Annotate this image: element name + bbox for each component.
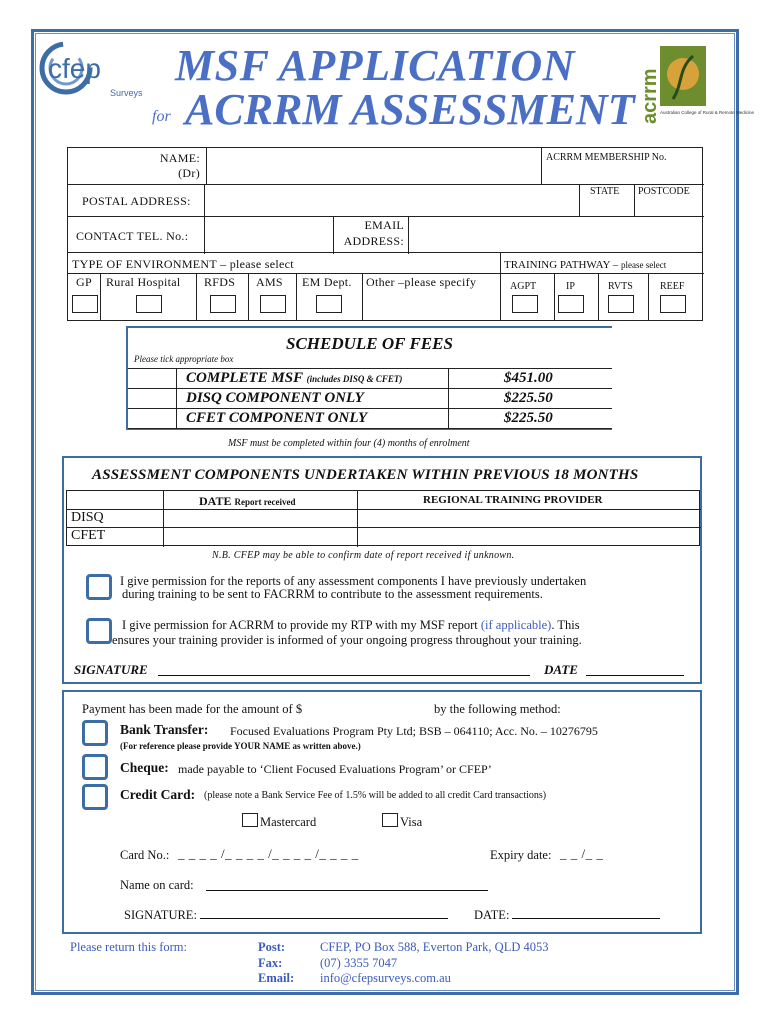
title-for: for [152, 108, 171, 125]
bank-transfer-details: Focused Evaluations Program Pty Ltd; BSB – 064110; Acc. No. – 10276795 [230, 724, 598, 738]
fee-disq-label: DISQ COMPONENT ONLY [186, 390, 364, 406]
assessment-date-label: DATE [544, 662, 578, 677]
payment-intro: Payment has been made for the amount of $ [82, 702, 303, 716]
fee-complete-text: COMPLETE MSF [186, 370, 303, 386]
expiry-field[interactable]: _ _ /_ _ [560, 846, 604, 861]
postal-field[interactable] [204, 184, 580, 216]
title-acrrm-assessment: ACRRM ASSESSMENT [185, 85, 635, 134]
fees-footnote: MSF must be completed within four (4) months of enrolment [228, 438, 470, 449]
title-msf-application: MSF APPLICATION [175, 41, 575, 90]
env-option-em-dept: EM Dept. [302, 275, 352, 289]
cheque-details: made payable to ‘Client Focused Evaluations Program’ or CFEP’ [178, 762, 492, 776]
acrrm-logo [638, 44, 755, 134]
payment-date-label: DATE: [474, 908, 510, 922]
env-checkbox-rfds[interactable] [210, 295, 236, 313]
fee-checkbox-complete[interactable] [140, 372, 164, 386]
pathway-checkbox-reef[interactable] [660, 295, 686, 313]
permission-reports-line1: I give permission for the reports of any assessment components I have previously undertaken [120, 574, 587, 588]
pathway-title [504, 259, 666, 271]
env-option-ams: AMS [256, 275, 283, 289]
cfet-date-field[interactable] [164, 528, 356, 546]
visa-checkbox[interactable] [382, 813, 398, 827]
fee-complete-amount: $451.00 [504, 370, 553, 386]
email-label: EMAIL [364, 218, 404, 232]
row-disq-label: DISQ [71, 510, 104, 525]
env-checkbox-em-dept[interactable] [316, 295, 342, 313]
pathway-checkbox-rvts[interactable] [608, 295, 634, 313]
postcode-label: POSTCODE [638, 186, 690, 197]
return-post-label: Post: [258, 940, 286, 954]
mastercard-checkbox[interactable] [242, 813, 258, 827]
cfep-logo-text: cfep [48, 53, 101, 84]
cheque-checkbox[interactable] [82, 754, 108, 780]
return-post-value: CFEP, PO Box 588, Everton Park, QLD 4053 [320, 940, 549, 954]
membership-field[interactable] [542, 166, 704, 184]
credit-card-checkbox[interactable] [82, 784, 108, 810]
col-date-small: Report received [234, 497, 296, 507]
acrrm-logo-caption: Australian College of Rural & Remote Medicine [660, 110, 755, 115]
env-option-rfds: RFDS [204, 275, 236, 289]
bank-transfer-note: (For reference please provide YOUR NAME as written above.) [120, 741, 361, 751]
cfep-logo-sub: Surveys [110, 88, 143, 98]
return-label: Please return this form: [70, 940, 187, 954]
fees-title: SCHEDULE OF FEES [286, 334, 453, 353]
email-label-2: ADDRESS: [343, 234, 404, 248]
permission-reports-line2: during training to be sent to FACRRM to contribute to the assessment requirements. [122, 587, 543, 601]
payment-date-line[interactable] [512, 918, 660, 919]
assessment-signature-line[interactable] [158, 675, 530, 676]
env-checkbox-gp[interactable] [72, 295, 98, 313]
cfep-logo [40, 40, 150, 102]
pathway-title-text: TRAINING PATHWAY – [504, 259, 619, 271]
permission-reports-checkbox[interactable] [86, 574, 112, 600]
tel-label: CONTACT TEL. No.: [76, 229, 189, 243]
permission-rtp-checkbox[interactable] [86, 618, 112, 644]
card-number-field[interactable]: _ _ _ _ /_ _ _ _ /_ _ _ _ /_ _ _ _ [178, 846, 359, 861]
fee-checkbox-disq[interactable] [140, 392, 164, 406]
payment-signature-line[interactable] [200, 918, 448, 919]
permission-rtp-text: I give permission for ACRRM to provide my RTP with my MSF report [122, 618, 478, 632]
expiry-label: Expiry date: [490, 848, 552, 862]
env-option-gp: GP [76, 275, 92, 289]
environment-section [67, 253, 703, 321]
pathway-option-rvts: RVTS [608, 281, 633, 292]
fees-tick-note: Please tick appropriate box [134, 354, 234, 364]
tel-field[interactable] [204, 216, 334, 254]
fee-cfet-label: CFET COMPONENT ONLY [186, 410, 368, 426]
fee-checkbox-cfet[interactable] [140, 412, 164, 426]
col-date-text: DATE [199, 494, 232, 508]
name-field[interactable] [206, 148, 542, 184]
visa-label: Visa [400, 815, 423, 829]
fee-complete-label [186, 370, 402, 387]
permission-rtp-if-applicable: (if applicable) [480, 618, 552, 632]
mastercard-label: Mastercard [260, 815, 317, 829]
fee-disq-amount: $225.50 [504, 390, 553, 406]
col-date-header [199, 494, 296, 509]
permission-rtp-line2: ensures your training provider is informed of your ongoing progress throughout your training. [112, 633, 582, 647]
payment-signature-label: SIGNATURE: [124, 908, 197, 922]
credit-card-label: Credit Card: [120, 787, 196, 802]
fee-cfet-amount: $225.50 [504, 410, 553, 426]
payment-amount-field[interactable] [338, 702, 428, 716]
permission-rtp-line1 [122, 618, 580, 633]
applicant-details [67, 147, 703, 253]
pathway-title-small: please select [621, 260, 667, 270]
env-checkbox-ams[interactable] [260, 295, 286, 313]
assessment-title: ASSESSMENT COMPONENTS UNDERTAKEN WITHIN PREVIOUS 18 MONTHS [92, 467, 639, 483]
pathway-checkbox-agpt[interactable] [512, 295, 538, 313]
pathway-option-ip: IP [566, 281, 575, 292]
assessment-signature-label: SIGNATURE [74, 662, 148, 677]
card-number-label: Card No.: [120, 848, 170, 862]
name-dr: (Dr) [178, 166, 200, 180]
return-fax-value: (07) 3355 7047 [320, 956, 398, 970]
name-on-card-line[interactable] [206, 890, 488, 891]
bank-transfer-label: Bank Transfer: [120, 722, 209, 737]
return-fax-label: Fax: [258, 956, 283, 970]
disq-date-field[interactable] [164, 510, 356, 527]
col-provider-header: REGIONAL TRAINING PROVIDER [423, 494, 603, 506]
state-label: STATE [590, 186, 620, 197]
cfet-provider-field[interactable] [358, 528, 700, 546]
fees-section [126, 326, 612, 430]
credit-card-details: (please note a Bank Service Fee of 1.5% will be added to all credit Card transactions) [204, 790, 547, 801]
pathway-option-agpt: AGPT [510, 281, 537, 292]
postal-label: POSTAL ADDRESS: [82, 194, 191, 208]
environment-title: TYPE OF ENVIRONMENT – please select [72, 257, 294, 271]
disq-provider-field[interactable] [358, 510, 700, 527]
email-field[interactable] [408, 216, 704, 254]
bank-transfer-checkbox[interactable] [82, 720, 108, 746]
assessment-nb: N.B. CFEP may be able to confirm date of report received if unknown. [212, 550, 515, 561]
row-cfet-label: CFET [71, 528, 106, 543]
name-on-card-label: Name on card: [120, 878, 194, 892]
cheque-label: Cheque: [120, 760, 169, 775]
payment-intro-method: by the following method: [434, 702, 561, 716]
membership-label: ACRRM MEMBERSHIP No. [546, 152, 667, 163]
assessment-table [66, 490, 700, 546]
permission-rtp-text-end: . This [551, 618, 580, 632]
env-option-other: Other –please specify [366, 275, 477, 289]
return-email-label: Email: [258, 971, 295, 985]
return-email-value[interactable]: info@cfepsurveys.com.au [320, 971, 451, 985]
pathway-checkbox-ip[interactable] [558, 295, 584, 313]
pathway-option-reef: REEF [660, 281, 685, 292]
name-label: NAME: [159, 151, 200, 165]
fee-complete-small: (includes DISQ & CFET) [306, 374, 403, 384]
env-option-rural-hospital: Rural Hospital [106, 275, 181, 289]
assessment-date-line[interactable] [586, 675, 684, 676]
env-checkbox-rural-hospital[interactable] [136, 295, 162, 313]
acrrm-logo-text: acrrm [639, 68, 661, 124]
